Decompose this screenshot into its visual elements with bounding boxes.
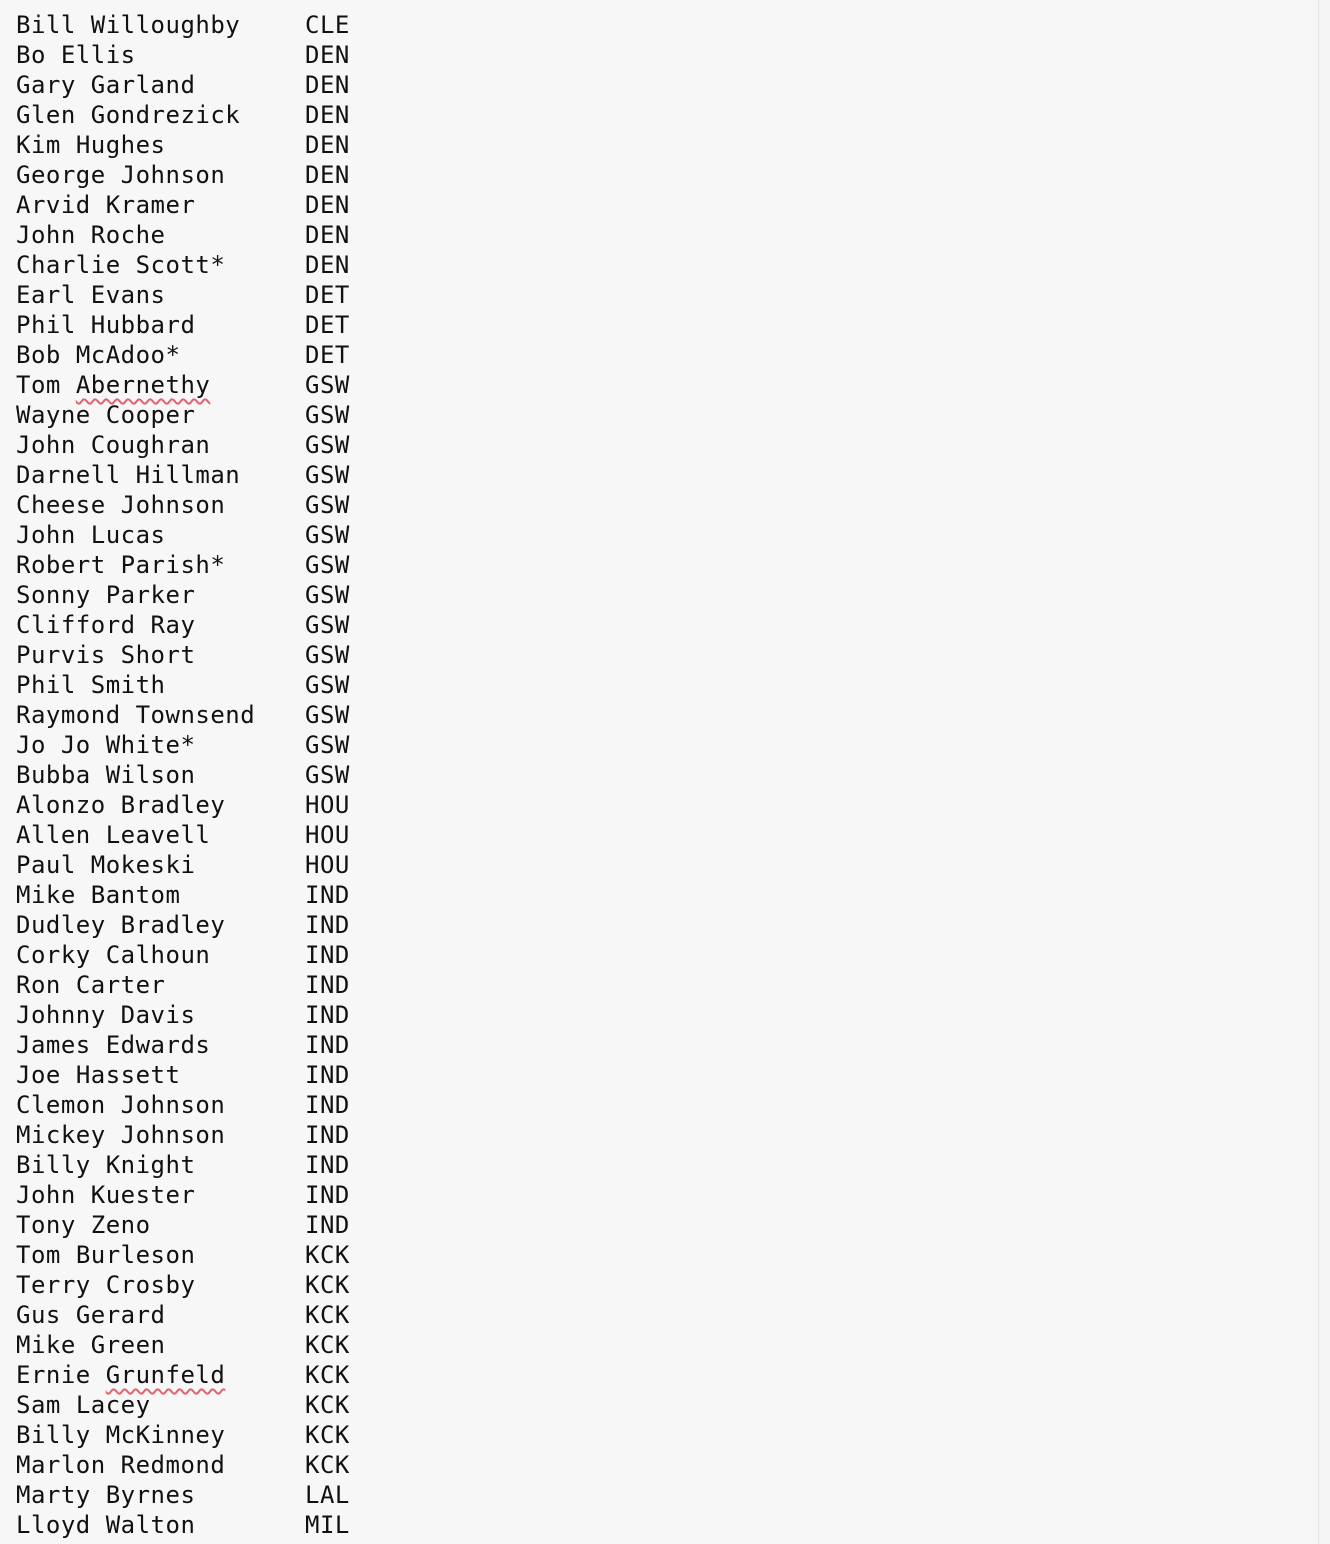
player-last-name: Lacey (75, 1391, 151, 1419)
team-code: KCK (305, 1331, 350, 1359)
player-last-name: Hubbard (90, 311, 196, 339)
player-name (16, 760, 195, 790)
player-first-name: Earl (16, 281, 76, 309)
team-code: GSW (305, 491, 350, 519)
player-name (16, 340, 180, 370)
player-first-name: Purvis (16, 641, 106, 669)
team-code: DEN (305, 101, 350, 129)
player-first-name: John (16, 431, 76, 459)
player-first-name: Bo (16, 41, 46, 69)
player-name (16, 160, 225, 190)
player-first-name: Clemon (16, 1091, 106, 1119)
player-last-name: Hassett (75, 1061, 181, 1089)
player-name (16, 400, 195, 430)
player-first-name: Billy (16, 1421, 91, 1449)
team-code: IND (305, 1091, 350, 1119)
player-last-name: Smith (90, 671, 166, 699)
team-code: KCK (305, 1361, 350, 1389)
player-last-name: Bradley (120, 791, 226, 819)
player-name (16, 730, 195, 760)
player-first-name: Billy (16, 1151, 91, 1179)
player-first-name: Phil (16, 671, 76, 699)
player-first-name: Robert (16, 551, 106, 579)
team-code: GSW (305, 671, 350, 699)
player-last-name: Hughes (75, 131, 166, 159)
player-name (16, 880, 180, 910)
player-name (16, 40, 136, 70)
player-name (16, 310, 195, 340)
player-name (16, 250, 225, 280)
player-last-name: Gondrezick (90, 101, 241, 129)
player-name (16, 1210, 151, 1240)
team-code: GSW (305, 701, 350, 729)
player-name (16, 1420, 225, 1450)
player-name (16, 130, 166, 160)
player-last-name: Evans (90, 281, 166, 309)
player-name (16, 10, 240, 40)
team-code: GSW (305, 641, 350, 669)
player-name (16, 910, 225, 940)
player-first-name: Kim (16, 131, 61, 159)
player-last-name: Green (90, 1331, 166, 1359)
player-last-name: Johnson (120, 161, 226, 189)
player-name (16, 700, 255, 730)
player-first-name: Sam (16, 1391, 61, 1419)
team-code: GSW (305, 551, 350, 579)
player-name (16, 820, 210, 850)
team-code: HOU (305, 851, 350, 879)
player-last-name: Willoughby (90, 11, 241, 39)
player-last-name: Knight (105, 1151, 196, 1179)
player-first-name: Cheese (16, 491, 106, 519)
team-code: DET (305, 311, 350, 339)
player-last-name: Calhoun (105, 941, 211, 969)
player-last-name: McKinney (105, 1421, 226, 1449)
player-name (16, 1090, 225, 1120)
player-first-name: Bubba (16, 761, 91, 789)
player-first-name: Jo Jo (16, 731, 91, 759)
player-name (16, 1060, 180, 1090)
player-last-name: Edwards (105, 1031, 211, 1059)
player-first-name: Arvid (16, 191, 91, 219)
player-name (16, 490, 225, 520)
player-first-name: Johnny (16, 1001, 106, 1029)
player-name (16, 1270, 195, 1300)
player-name (16, 790, 225, 820)
player-last-name: Carter (75, 971, 166, 999)
player-last-name: Leavell (105, 821, 211, 849)
player-last-name: Scott* (135, 251, 226, 279)
team-code: HOU (305, 791, 350, 819)
player-first-name: Glen (16, 101, 76, 129)
player-first-name: Tony (16, 1211, 76, 1239)
player-name (16, 940, 210, 970)
team-code: KCK (305, 1301, 350, 1329)
team-code: IND (305, 971, 350, 999)
player-name (16, 280, 166, 310)
player-name (16, 1510, 195, 1540)
team-code: IND (305, 1181, 350, 1209)
player-last-name: Coughran (90, 431, 211, 459)
player-last-name: Hillman (135, 461, 241, 489)
player-last-name: White* (105, 731, 196, 759)
team-code: GSW (305, 371, 350, 399)
player-last-name: Kuester (90, 1181, 196, 1209)
team-code: IND (305, 1211, 350, 1239)
player-last-name: Short (120, 641, 196, 669)
player-name (16, 70, 195, 100)
player-first-name: Raymond (16, 701, 121, 729)
player-last-name: Burleson (75, 1241, 196, 1269)
player-name (16, 1120, 225, 1150)
team-code: DEN (305, 131, 350, 159)
player-last-name: Johnson (120, 491, 226, 519)
player-name (16, 1330, 166, 1360)
player-first-name: Clifford (16, 611, 136, 639)
player-last-name: Roche (90, 221, 166, 249)
player-last-name: Bradley (120, 911, 226, 939)
player-last-name-misspelled: Abernethy (75, 371, 211, 399)
team-code: GSW (305, 431, 350, 459)
player-first-name: Gus (16, 1301, 61, 1329)
team-code: IND (305, 941, 350, 969)
player-last-name: Lucas (90, 521, 166, 549)
player-name (16, 520, 166, 550)
player-name (16, 1240, 195, 1270)
team-code: IND (305, 1001, 350, 1029)
vertical-scrollbar[interactable] (1318, 0, 1330, 1544)
team-code: IND (305, 911, 350, 939)
player-first-name: Gary (16, 71, 76, 99)
team-code: KCK (305, 1271, 350, 1299)
player-first-name: Corky (16, 941, 91, 969)
player-first-name: Phil (16, 311, 76, 339)
team-code: IND (305, 1031, 350, 1059)
player-first-name: Dudley (16, 911, 106, 939)
team-code: GSW (305, 581, 350, 609)
player-name (16, 1030, 210, 1060)
player-last-name: Ray (150, 611, 196, 639)
player-last-name-misspelled: Grunfeld (105, 1361, 226, 1389)
player-first-name: Bill (16, 11, 76, 39)
player-first-name: Terry (16, 1271, 91, 1299)
player-last-name: Ellis (60, 41, 136, 69)
team-code: DEN (305, 221, 350, 249)
team-code: GSW (305, 611, 350, 639)
team-code: DET (305, 341, 350, 369)
player-last-name: Cooper (105, 401, 196, 429)
player-first-name: Bob (16, 341, 61, 369)
player-first-name: Darnell (16, 461, 121, 489)
team-code: DEN (305, 251, 350, 279)
player-name (16, 580, 195, 610)
team-code: KCK (305, 1451, 350, 1479)
player-first-name: Marty (16, 1481, 91, 1509)
player-first-name: James (16, 1031, 91, 1059)
player-name (16, 550, 225, 580)
player-last-name: Crosby (105, 1271, 196, 1299)
player-first-name: Mike (16, 1331, 76, 1359)
player-first-name: Alonzo (16, 791, 106, 819)
player-name (16, 1180, 195, 1210)
team-code: IND (305, 1121, 350, 1149)
team-code: KCK (305, 1241, 350, 1269)
player-name (16, 100, 240, 130)
player-first-name: Paul (16, 851, 76, 879)
player-last-name: Gerard (75, 1301, 166, 1329)
player-first-name: Wayne (16, 401, 91, 429)
player-first-name: Ron (16, 971, 61, 999)
player-first-name: Mickey (16, 1121, 106, 1149)
player-name (16, 220, 166, 250)
player-first-name: Allen (16, 821, 91, 849)
player-last-name: Zeno (90, 1211, 151, 1239)
team-code: DEN (305, 161, 350, 189)
player-last-name: Mokeski (90, 851, 196, 879)
player-first-name: Joe (16, 1061, 61, 1089)
player-name (16, 430, 210, 460)
team-code: MIL (305, 1511, 350, 1539)
player-name (16, 370, 210, 400)
player-last-name: Townsend (135, 701, 256, 729)
player-name (16, 610, 195, 640)
player-first-name: Marlon (16, 1451, 106, 1479)
player-name (16, 970, 166, 1000)
team-code: LAL (305, 1481, 350, 1509)
player-first-name: Sonny (16, 581, 91, 609)
team-code: DEN (305, 41, 350, 69)
team-code: IND (305, 881, 350, 909)
player-first-name: John (16, 521, 76, 549)
player-last-name: Garland (90, 71, 196, 99)
player-last-name: Parish* (120, 551, 226, 579)
player-last-name: Johnson (120, 1121, 226, 1149)
player-first-name: John (16, 1181, 76, 1209)
player-name (16, 1480, 195, 1510)
player-name (16, 1000, 195, 1030)
team-code: KCK (305, 1391, 350, 1419)
player-last-name: McAdoo* (75, 341, 181, 369)
player-last-name: Redmond (120, 1451, 226, 1479)
player-last-name: Kramer (105, 191, 196, 219)
player-name (16, 460, 240, 490)
player-name (16, 1150, 195, 1180)
team-code: KCK (305, 1421, 350, 1449)
team-code: HOU (305, 821, 350, 849)
player-first-name: Tom (16, 1241, 61, 1269)
player-name (16, 1300, 166, 1330)
player-first-name: Tom (16, 371, 61, 399)
player-name (16, 1390, 151, 1420)
player-last-name: Wilson (105, 761, 196, 789)
team-code: IND (305, 1061, 350, 1089)
player-last-name: Bantom (90, 881, 181, 909)
player-name (16, 1360, 225, 1390)
player-last-name: Johnson (120, 1091, 226, 1119)
player-first-name: Ernie (16, 1361, 91, 1389)
player-name (16, 190, 195, 220)
player-first-name: Lloyd (16, 1511, 91, 1539)
team-code: GSW (305, 521, 350, 549)
team-code: DEN (305, 191, 350, 219)
team-code: GSW (305, 731, 350, 759)
player-last-name: Parker (105, 581, 196, 609)
team-code: GSW (305, 401, 350, 429)
player-name (16, 850, 195, 880)
player-first-name: George (16, 161, 106, 189)
player-first-name: Charlie (16, 251, 121, 279)
player-name (16, 1450, 225, 1480)
team-code: CLE (305, 11, 350, 39)
team-code: DET (305, 281, 350, 309)
team-code: GSW (305, 761, 350, 789)
player-last-name: Davis (120, 1001, 196, 1029)
player-last-name: Walton (105, 1511, 196, 1539)
team-code: DEN (305, 71, 350, 99)
team-code: GSW (305, 461, 350, 489)
team-code: IND (305, 1151, 350, 1179)
player-name (16, 640, 195, 670)
player-name (16, 670, 166, 700)
player-first-name: Mike (16, 881, 76, 909)
player-first-name: John (16, 221, 76, 249)
player-last-name: Byrnes (105, 1481, 196, 1509)
